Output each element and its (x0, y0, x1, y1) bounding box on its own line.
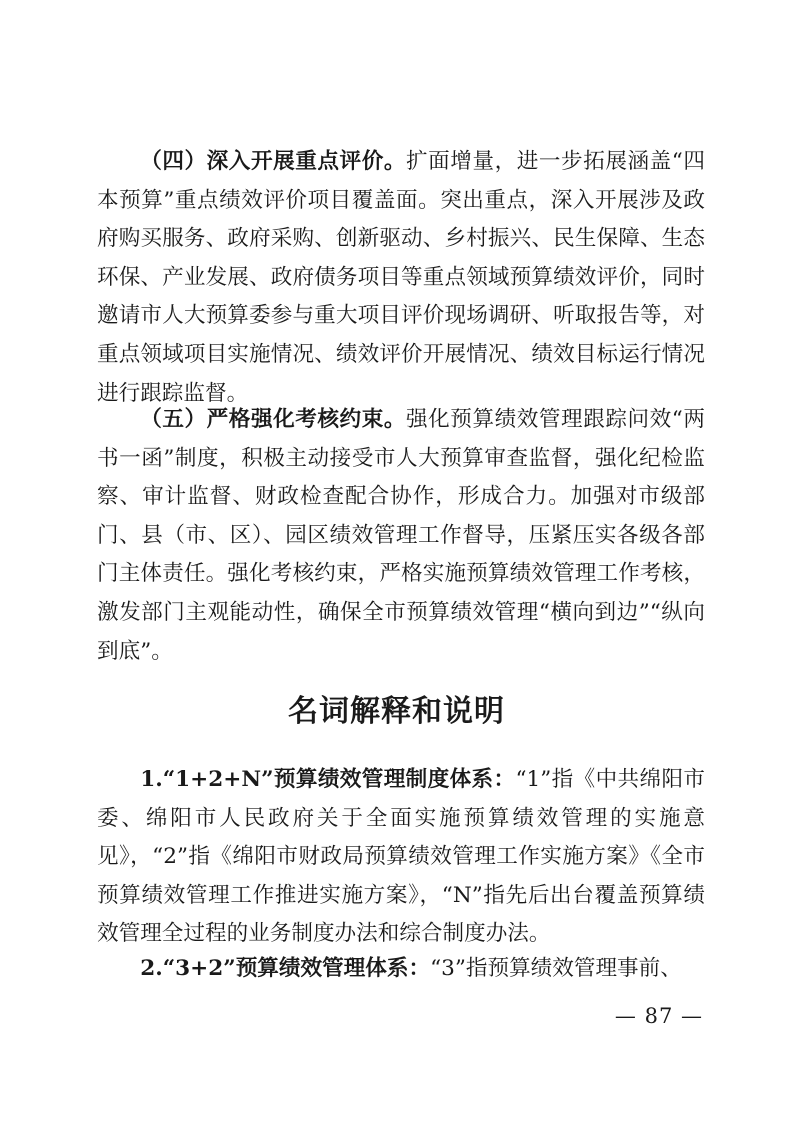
paragraph-body: 扩面增量，进一步拓展涵盖“四本预算”重点绩效评价项目覆盖面。突出重点，深入开展涉及政府购买服务、政府采购、创新驱动、乡村振兴、民生保障、生态环保、产业发展、政府债务项目等重点领域预算绩效评价，同时邀请市人大预算委参与重大项目评价现场调研、听取报告等，对重点领域项目实施情况、绩效评价开展情况、绩效目标运行情况进行跟踪监督。 (97, 149, 705, 406)
paragraph-deepen-key-evaluation (97, 143, 705, 413)
definition-term: 1.“1+2+N”预算绩效管理制度体系： (140, 767, 516, 792)
definition-body: “1”指《中共绵阳市委、绵阳市人民政府关于全面实施预算绩效管理的实施意见》，“2”指《绵阳市财政局预算绩效管理工作实施方案》《全市预算绩效管理工作推进实施方案》，“N”指先后出台覆盖预算绩效管理全过程的业务制度办法和综合制度办法。 (97, 767, 705, 947)
paragraph-strengthen-assessment (97, 401, 705, 671)
page-number: — 87 — (614, 1004, 703, 1028)
definition-item-1 (97, 761, 705, 954)
definition-body: “3”指预算绩效管理事前、 (430, 956, 682, 981)
definition-item-2 (97, 950, 705, 989)
paragraph-heading: （四）深入开展重点评价。 (140, 149, 406, 174)
paragraph-body: 强化预算绩效管理跟踪问效“两书一函”制度，积极主动接受市人大预算审查监督，强化纪检监察、审计监督、财政检查配合协作，形成合力。加强对市级部门、县（市、区）、园区绩效管理工作督导，压紧压实各级各部门主体责任。强化考核约束，严格实施预算绩效管理工作考核，激发部门主观能动性，确保全市预算绩效管理“横向到边”“纵向到底”。 (97, 407, 705, 664)
section-title: 名词解释和说明 (288, 694, 505, 729)
paragraph-heading: （五）严格强化考核约束。 (140, 407, 406, 432)
definition-term: 2.“3+2”预算绩效管理体系： (140, 956, 431, 981)
